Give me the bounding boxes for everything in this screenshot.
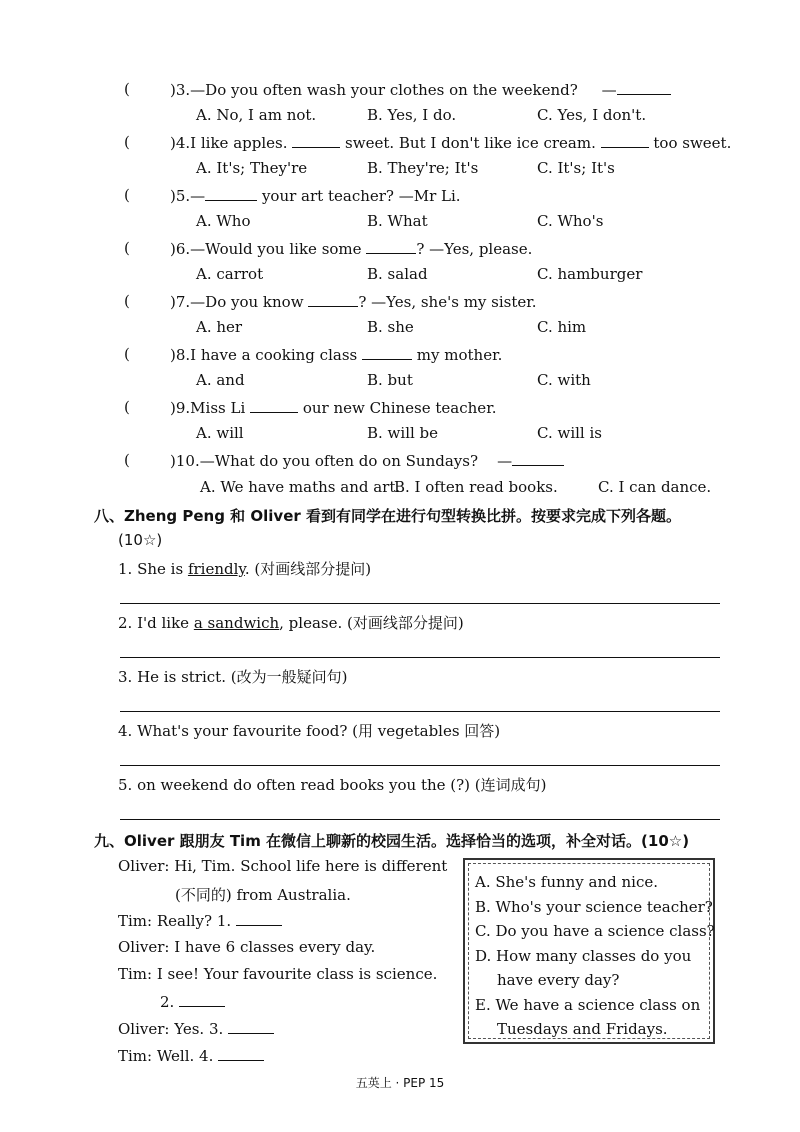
option-b[interactable]: B. They're; It's [367, 159, 479, 177]
question-text: )4.I like apples. sweet. But I don't like ice cream. too sweet. [170, 134, 732, 152]
dialogue-line-1: Oliver: Hi, Tim. School life here is different [118, 857, 448, 875]
option-c[interactable]: C. him [537, 318, 587, 336]
option-b[interactable]: B. I often read books. [394, 478, 558, 496]
answer-blank[interactable] [601, 133, 649, 148]
answer-paren[interactable]: ( [124, 345, 130, 363]
question-10 [0, 451, 800, 503]
rewrite-item-3: 3. He is strict. (改为一般疑问句) [118, 668, 348, 686]
dialogue-line-7: Oliver: Yes. 3. [118, 1019, 274, 1038]
page-footer: 五英上 · PEP 15 [355, 1076, 445, 1090]
answer-line[interactable] [120, 603, 720, 604]
answer-paren[interactable]: ( [124, 186, 130, 204]
option-b[interactable]: B. salad [367, 265, 428, 283]
option-b[interactable]: B. What [367, 212, 428, 230]
option-a[interactable]: A. and [196, 371, 245, 389]
option-c[interactable]: C. with [537, 371, 591, 389]
answer-line[interactable] [120, 765, 720, 766]
answer-blank[interactable] [236, 911, 282, 926]
dialogue-line-6: 2. [160, 992, 225, 1011]
answer-line[interactable] [120, 711, 720, 712]
question-text: )3.—Do you often wash your clothes on the weekend? — [170, 80, 671, 99]
option-e: E. We have a science class on [475, 995, 701, 1014]
section-9-title: 九、Oliver 跟朋友 Tim 在微信上聊新的校园生活。选择恰当的选项，补全对话。(10☆) [94, 832, 690, 850]
question-7 [0, 292, 800, 344]
option-a[interactable]: A. It's; They're [196, 159, 308, 177]
option-b[interactable]: B. but [367, 371, 413, 389]
option-b[interactable]: B. she [367, 318, 414, 336]
rewrite-item-5: 5. on weekend do often read books you the (?) (连词成句) [118, 776, 547, 794]
rewrite-item-2: 2. I'd like a sandwich, please. (对画线部分提问) [118, 614, 464, 632]
option-a[interactable]: A. No, I am not. [196, 106, 317, 124]
section-8-title: 八、Zheng Peng 和 Oliver 看到有同学在进行句型转换比拼。按要求完成下列各题。 [94, 507, 682, 525]
question-4 [0, 133, 800, 185]
option-c[interactable]: C. Yes, I don't. [537, 106, 647, 124]
option-d-cont: have every day? [497, 971, 620, 989]
answer-blank[interactable] [362, 345, 412, 360]
option-d: D. How many classes do you [475, 946, 692, 965]
option-c: C. Do you have a science class? [475, 922, 715, 940]
answer-blank[interactable] [308, 292, 358, 307]
question-text: )7.—Do you know ? —Yes, she's my sister. [170, 293, 537, 311]
question-text: )10.—What do you often do on Sundays? — [170, 451, 564, 470]
option-b[interactable]: B. will be [367, 424, 439, 442]
section-8-points: (10☆) [118, 531, 163, 549]
question-9 [0, 398, 800, 450]
question-text: )6.—Would you like some ? —Yes, please. [170, 240, 533, 258]
answer-paren[interactable]: ( [124, 398, 130, 416]
question-5 [0, 186, 800, 238]
answer-blank[interactable] [617, 80, 671, 95]
option-b: B. Who's your science teacher? [475, 897, 713, 916]
option-a[interactable]: A. carrot [196, 265, 264, 283]
answer-blank[interactable] [205, 186, 257, 201]
dialogue-line-8: Tim: Well. 4. [118, 1046, 264, 1065]
question-text: )5.— your art teacher? —Mr Li. [170, 187, 461, 205]
rewrite-item-1: 1. She is friendly. (对画线部分提问) [118, 560, 372, 578]
answer-paren[interactable]: ( [124, 292, 130, 310]
answer-line[interactable] [120, 819, 720, 820]
dialogue-line-3: Tim: Really? 1. [118, 911, 282, 930]
option-b[interactable]: B. Yes, I do. [367, 106, 457, 124]
answer-blank[interactable] [228, 1019, 274, 1034]
option-a[interactable]: A. We have maths and art. [200, 478, 401, 496]
dialogue-line-5: Tim: I see! Your favourite class is science. [118, 965, 438, 983]
answer-line[interactable] [120, 657, 720, 658]
option-c[interactable]: C. will is [537, 424, 602, 442]
option-c[interactable]: C. I can dance. [598, 478, 712, 496]
dialogue-line-4: Oliver: I have 6 classes every day. [118, 938, 376, 956]
options-box [463, 858, 715, 1044]
option-a: A. She's funny and nice. [475, 873, 659, 891]
answer-blank[interactable] [512, 451, 564, 466]
answer-paren[interactable]: ( [124, 239, 130, 257]
answer-paren[interactable]: ( [124, 80, 130, 98]
answer-blank[interactable] [250, 398, 298, 413]
answer-blank[interactable] [218, 1046, 264, 1061]
option-e-cont: Tuesdays and Fridays. [497, 1020, 668, 1038]
option-a[interactable]: A. her [196, 318, 243, 336]
question-text: )9.Miss Li our new Chinese teacher. [170, 399, 497, 417]
option-a[interactable]: A. Who [196, 212, 251, 230]
question-3 [0, 80, 800, 132]
answer-paren[interactable]: ( [124, 133, 130, 151]
option-c[interactable]: C. It's; It's [537, 159, 615, 177]
rewrite-item-4: 4. What's your favourite food? (用 vegetables 回答) [118, 722, 501, 740]
question-8 [0, 345, 800, 397]
option-c[interactable]: C. Who's [537, 212, 604, 230]
dialogue-line-2: (不同的) from Australia. [175, 886, 351, 904]
answer-blank[interactable] [179, 992, 225, 1007]
answer-blank[interactable] [366, 239, 416, 254]
question-6 [0, 239, 800, 291]
question-text: )8.I have a cooking class my mother. [170, 346, 503, 364]
option-a[interactable]: A. will [196, 424, 244, 442]
answer-blank[interactable] [292, 133, 340, 148]
option-c[interactable]: C. hamburger [537, 265, 643, 283]
answer-paren[interactable]: ( [124, 451, 130, 469]
